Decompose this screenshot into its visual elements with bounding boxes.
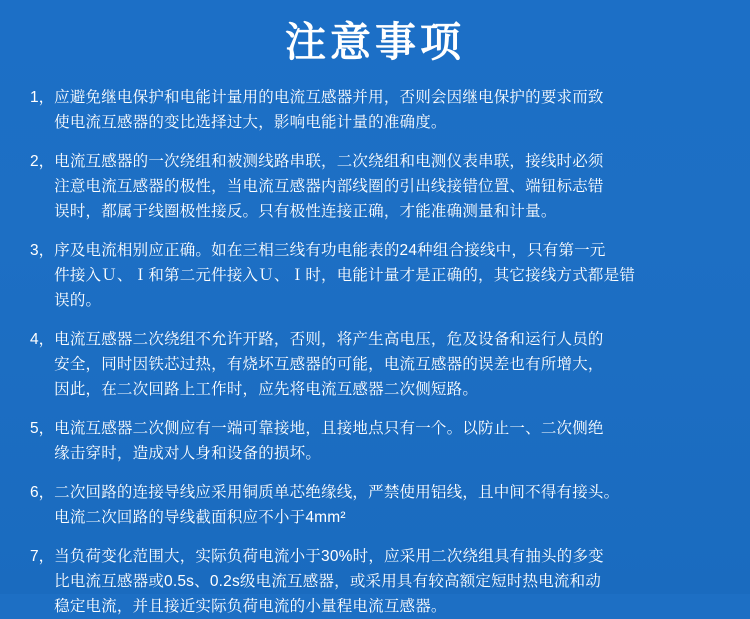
list-item: [22, 416, 728, 466]
text-line: 电流互感器的一次绕组和被测线路串联，二次绕组和电测仪表串联，接线时必须: [54, 153, 604, 171]
list-item: [22, 327, 728, 402]
list-item-number: 2，: [30, 153, 55, 171]
text-line: 电流二次回路的导线截面积应不小于4mm²: [54, 509, 346, 527]
list-item-text: [54, 238, 728, 313]
list-item-number: 1，: [30, 89, 55, 107]
list-item: [22, 149, 728, 224]
text-line: 应避免继电保护和电能计量用的电流互感器并用，否则会因继电保护的要求而致: [54, 89, 604, 107]
list-item-text: [54, 149, 728, 224]
list-item-text: [54, 544, 728, 619]
list-item-text: [54, 85, 728, 135]
text-line: 序及电流相别应正确。如在三相三线有功电能表的24种组合接线中，只有第一元: [54, 242, 606, 260]
list-item-number: 6，: [30, 484, 55, 502]
text-line: 稳定电流，并且接近实际负荷电流的小量程电流互感器。: [54, 598, 447, 616]
text-line: 因此，在二次回路上工作时，应先将电流互感器二次侧短路。: [54, 381, 479, 399]
text-line: 误时，都属于线圈极性接反。只有极性连接正确，才能准确测量和计量。: [54, 203, 557, 221]
text-line: 缘击穿时，造成对人身和设备的损坏。: [54, 445, 322, 463]
list-item-number: 5，: [30, 420, 55, 438]
list-item: [22, 544, 728, 619]
text-line: 件接入Ｕ、Ｉ和第二元件接入Ｕ、Ｉ时，电能计量才是正确的，其它接线方式都是错: [54, 267, 636, 285]
text-line: 误的。: [54, 292, 102, 310]
list-item-number: 4，: [30, 331, 55, 349]
list-item-text: [54, 416, 728, 466]
page-title: 注意事项: [285, 19, 465, 65]
list-item-number: 3，: [30, 242, 55, 260]
text-line: 电流互感器二次绕组不允许开路，否则，将产生高电压，危及设备和运行人员的: [54, 331, 604, 349]
text-line: 使电流互感器的变比选择过大，影响电能计量的准确度。: [54, 114, 447, 132]
list-item-number: 7，: [30, 548, 55, 566]
list-item: [22, 85, 728, 135]
text-line: 二次回路的连接导线应采用铜质单芯绝缘线，严禁使用铝线，且中间不得有接头。: [54, 484, 620, 502]
notice-list: [22, 85, 728, 619]
text-line: 安全，同时因铁芯过热，有烧坏互感器的可能，电流互感器的误差也有所增大，: [54, 356, 604, 374]
list-item: [22, 480, 728, 530]
text-line: 当负荷变化范围大，实际负荷电流小于30%时，应采用二次绕组具有抽头的多变: [54, 548, 604, 566]
list-item: [22, 238, 728, 313]
list-item-text: [54, 480, 728, 530]
text-line: 注意电流互感器的极性，当电流互感器内部线圈的引出线接错位置、端钮标志错: [54, 178, 604, 196]
text-line: 比电流互感器或0.5s、0.2s级电流互感器，或采用具有较高额定短时热电流和动: [54, 573, 602, 591]
list-item-text: [54, 327, 728, 402]
text-line: 电流互感器二次侧应有一端可靠接地，且接地点只有一个。以防止一、二次侧绝: [54, 420, 604, 438]
